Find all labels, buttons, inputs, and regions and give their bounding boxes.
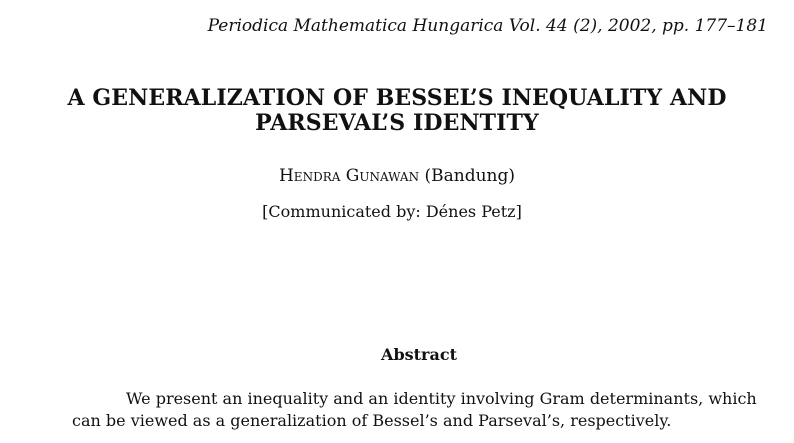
abstract-text xyxy=(72,388,772,432)
abstract-heading: Abstract xyxy=(381,345,457,364)
communicated-by: [Communicated by: Dénes Petz] xyxy=(262,202,522,221)
paper-title-line-1: A GENERALIZATION OF BESSEL’S INEQUALITY AND xyxy=(67,85,727,111)
paper-title-line-2: PARSEVAL’S IDENTITY xyxy=(255,110,539,136)
abstract-line-2: can be viewed as a generalization of Bessel’s and Parseval’s, respectively. xyxy=(72,411,672,430)
author-name: Hendra Gunawan xyxy=(278,166,420,186)
author-affiliation: (Bandung) xyxy=(424,166,515,186)
author-line xyxy=(0,166,794,186)
abstract-line-1: We present an inequality and an identity involving Gram determinants, which xyxy=(126,389,757,408)
paper-title xyxy=(0,86,794,136)
journal-citation: Periodica Mathematica Hungarica Vol. 44 (2), 2002, pp. 177–181 xyxy=(207,16,768,36)
